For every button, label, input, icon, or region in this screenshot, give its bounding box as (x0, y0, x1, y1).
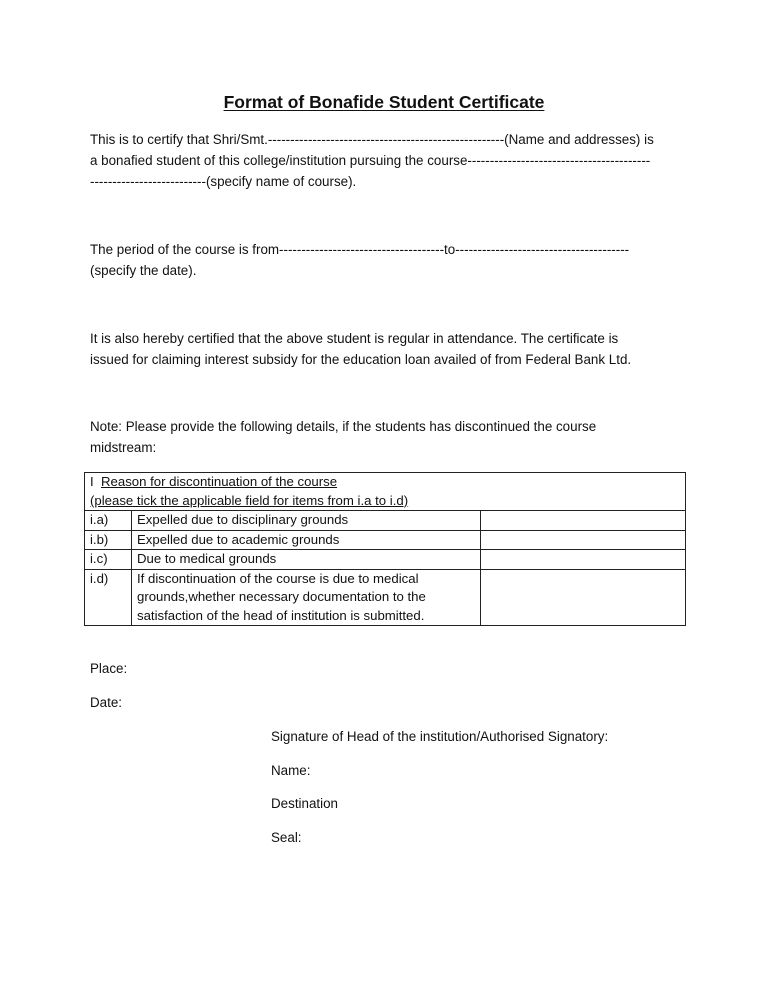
note-paragraph (90, 416, 690, 458)
table-header-prefix: I (90, 474, 101, 489)
row-code: i.c) (85, 550, 132, 570)
table-row (85, 569, 686, 626)
row-code: i.a) (85, 511, 132, 531)
attendance-line-2: issued for claiming interest subsidy for the education loan availed of from Federal Bank Ltd. (90, 352, 632, 367)
course-period-line-2: (specify the date). (90, 263, 197, 278)
tick-cell[interactable] (481, 569, 686, 626)
table-header-line-2: (please tick the applicable field for items from i.a to i.d) (90, 492, 409, 508)
note-line-1: Note: Please provide the following details, if the students has discontinued the course (90, 419, 597, 434)
tick-cell[interactable] (481, 550, 686, 570)
course-period-line-1: The period of the course is from-------------------------------------to--------------------------------------- (90, 242, 630, 257)
table-row (85, 511, 686, 531)
table-header-row (85, 473, 686, 511)
certify-paragraph (90, 129, 690, 192)
row-code: i.b) (85, 530, 132, 550)
signature-heading: Signature of Head of the institution/Authorised Signatory: (271, 729, 609, 744)
table-header-line-1 (90, 473, 680, 492)
attendance-line-1: It is also hereby certified that the above student is regular in attendance. The certificate is (90, 331, 619, 346)
note-line-2: midstream: (90, 440, 157, 455)
row-reason: Expelled due to disciplinary grounds (132, 511, 481, 531)
row-reason: Expelled due to academic grounds (132, 530, 481, 550)
certify-line-2: a bonafied student of this college/institution pursuing the course----------------------------------------- (90, 153, 651, 168)
table-header-cell (85, 473, 686, 511)
row-code: i.d) (85, 569, 132, 626)
name-label: Name: (271, 763, 311, 778)
seal-label: Seal: (271, 830, 302, 845)
table-row (85, 530, 686, 550)
certify-line-3: --------------------------(specify name of course). (90, 174, 357, 189)
tick-cell[interactable] (481, 530, 686, 550)
certify-line-1: This is to certify that Shri/Smt.-----------------------------------------------------(Name and addresses) is (90, 132, 654, 147)
discontinuation-table (84, 472, 686, 626)
table-row (85, 550, 686, 570)
place-label: Place: (90, 661, 128, 676)
row-reason: Due to medical grounds (132, 550, 481, 570)
course-period-paragraph (90, 239, 690, 281)
destination-label: Destination (271, 796, 338, 811)
attendance-paragraph (90, 328, 690, 370)
row-reason: If discontinuation of the course is due to medical grounds,whether necessary documentation to the satisfaction of the head of institution is submitted. (132, 569, 481, 626)
document-title: Format of Bonafide Student Certificate (223, 92, 545, 112)
tick-cell[interactable] (481, 511, 686, 531)
table-header-title: Reason for discontinuation of the course (101, 474, 338, 489)
date-label: Date: (90, 695, 123, 710)
